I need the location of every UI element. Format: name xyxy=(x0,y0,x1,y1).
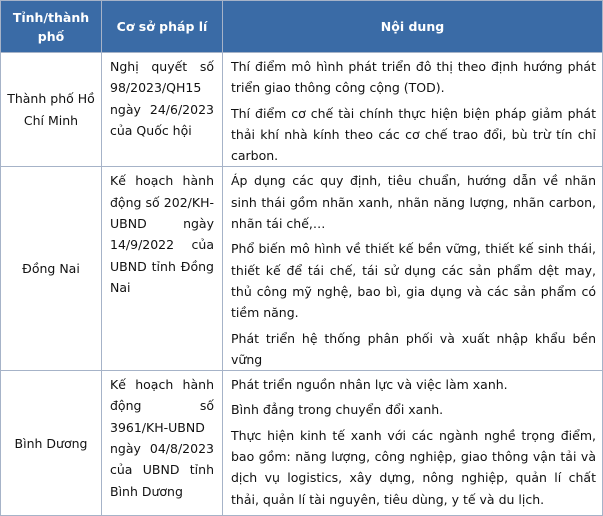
header-content: Nội dung xyxy=(223,1,603,53)
legal-basis-cell: Kế hoạch hành động số 3961/KH-UBND ngày 04/8/2023 của UBND tỉnh Bình Dương xyxy=(102,371,223,516)
content-item: Phổ biến mô hình về thiết kế bền vững, thiết kế sinh thái, thiết kế để tái chế, tái sử dụng các sản phẩm dệt may, thủ công mỹ nghệ, bao bì, gia dụng và các sản phẩm có tiềm năng. xyxy=(231,241,596,321)
content-item: Bình đẳng trong chuyển đổi xanh. xyxy=(231,402,444,418)
content-item: Phát triển hệ thống phân phối và xuất nhập khẩu bền vững xyxy=(231,330,596,367)
content-cell xyxy=(223,167,603,371)
legal-basis-cell: Kế hoạch hành động số 202/KH-UBND ngày 14/9/2022 của UBND tỉnh Đồng Nai xyxy=(102,167,223,371)
content-cell xyxy=(223,53,603,167)
content-cell xyxy=(223,371,603,516)
header-legal-basis: Cơ sở pháp lí xyxy=(102,1,223,53)
content-item: Thí điểm cơ chế tài chính thực hiện biện pháp giảm phát thải khí nhà kính theo các cơ chế trao đổi, bù trừ tín chỉ carbon. xyxy=(231,105,596,164)
province-cell: Bình Dương xyxy=(1,371,102,516)
table-row xyxy=(1,371,603,516)
table-row xyxy=(1,167,603,371)
table-header-row xyxy=(1,1,603,53)
content-item: Áp dụng các quy định, tiêu chuẩn, hướng dẫn về nhãn sinh thái gồm nhãn xanh, nhãn năng lượng, nhãn carbon, nhãn tái chế,… xyxy=(231,173,596,232)
content-item: Thí điểm mô hình phát triển đô thị theo định hướng phát triển giao thông công cộng (TOD). xyxy=(231,59,596,96)
province-cell: Thành phố Hồ Chí Minh xyxy=(1,53,102,167)
legal-basis-cell: Nghị quyết số 98/2023/QH15 ngày 24/6/2023 của Quốc hội xyxy=(102,53,223,167)
content-item: Phát triển nguồn nhân lực và việc làm xanh. xyxy=(231,377,508,393)
province-cell: Đồng Nai xyxy=(1,167,102,371)
content-item: Thực hiện kinh tế xanh với các ngành nghề trọng điểm, bao gồm: năng lượng, công nghiệp, giao thông vận tải và dịch vụ logistics, xây dựng, nông nghiệp, quản lí chất thải, quản lí tài nguyên, tiêu dùng, y tế và du lịch. xyxy=(231,427,596,507)
table-row xyxy=(1,53,603,167)
header-province: Tỉnh/thành phố xyxy=(1,1,102,53)
